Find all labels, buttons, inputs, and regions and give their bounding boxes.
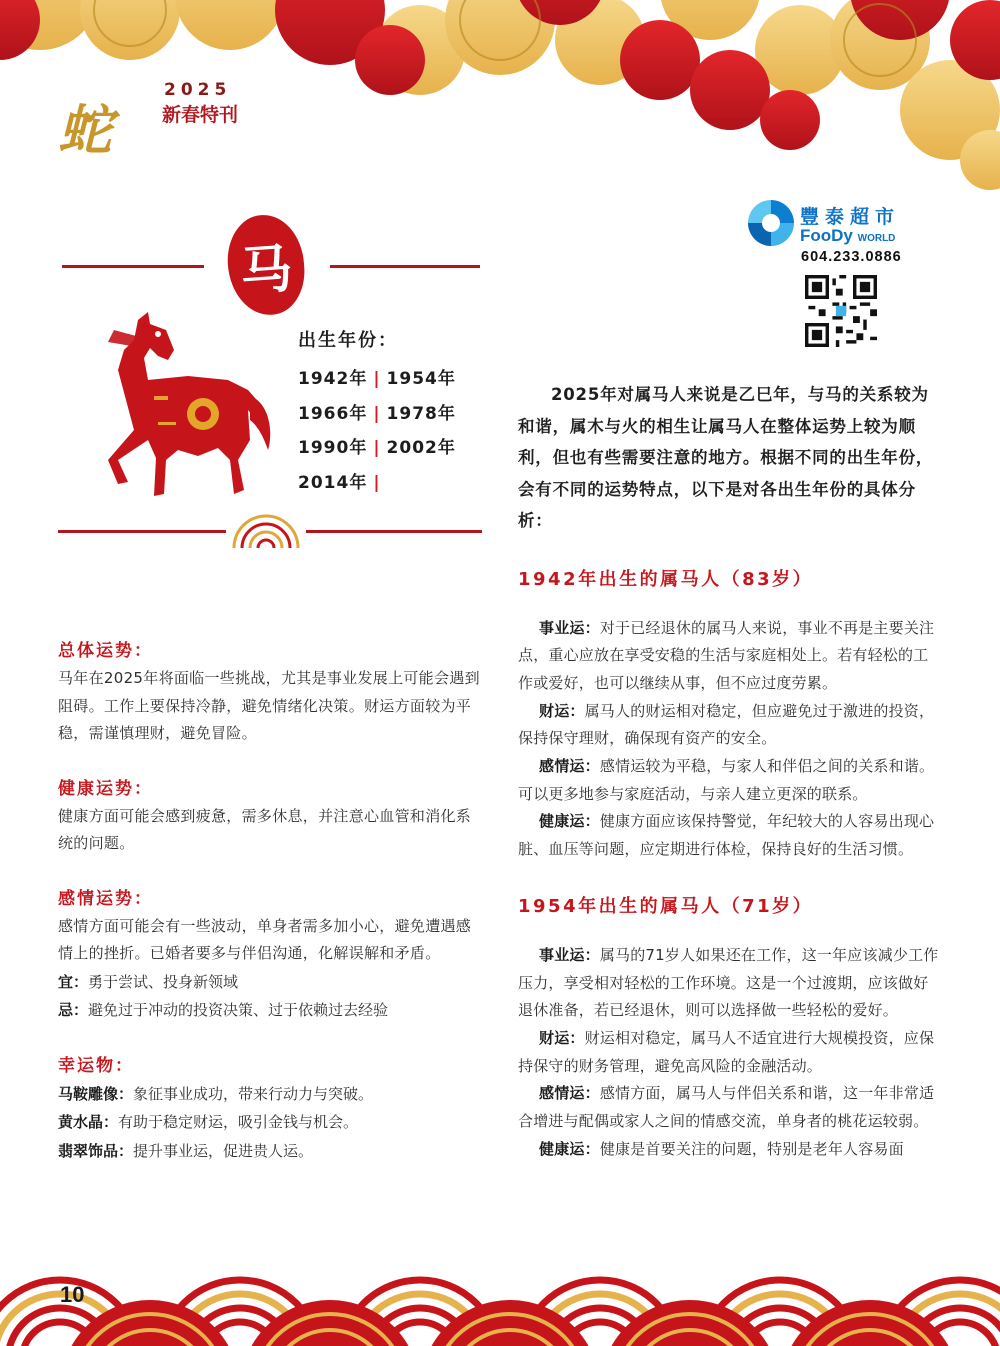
qr-code-icon[interactable]: [805, 275, 877, 347]
year-separator: |: [373, 438, 381, 458]
store-name-english: [800, 226, 895, 246]
snake-calligraphy-logo: 蛇: [58, 98, 112, 162]
dont-label: 忌：: [58, 1001, 89, 1019]
wealth-fortune: [518, 698, 943, 753]
birth-year: 1966年: [298, 403, 368, 424]
item-text: 财运相对稳定，属马人不适宜进行大规模投资，应保持保守的财务管理，避免高风险的金融活动。: [518, 1028, 935, 1075]
wealth-fortune: [518, 1025, 943, 1080]
store-logo-icon: [748, 200, 794, 246]
lucky-item-desc: 象征事业成功，带来行动力与突破。: [133, 1084, 374, 1103]
birth-year: 2014年: [298, 472, 368, 493]
love-fortune: [518, 1080, 943, 1135]
item-text: 感情运较为平稳，与家人和伴侣之间的关系和谐。可以更多地参与家庭活动，与亲人建立更深的联系。: [518, 757, 935, 803]
item-label: 财运：: [539, 1028, 585, 1047]
overall-fortune-title: 总体运势：: [58, 641, 153, 661]
lucky-item-name: 黄水晶：: [58, 1113, 119, 1131]
horse-papercut-icon: [78, 310, 278, 510]
love-fortune-text: 感情方面可能会有一些波动，单身者需多加小心，避免遭遇感情上的挫折。已婚者要多与伴侣沟通，化解误解和矛盾。: [58, 916, 472, 962]
item-label: 财运：: [539, 701, 585, 720]
wave-ornament-icon: [226, 512, 306, 552]
divider-right: [330, 265, 480, 268]
item-text: 健康是首要关注的问题，特别是老年人容易面: [599, 1139, 904, 1158]
lucky-item-desc: 提升事业运，促进贵人运。: [133, 1141, 314, 1160]
store-phone[interactable]: 604.233.0886: [801, 249, 902, 265]
birth-year: 1954年: [386, 369, 456, 389]
dont-text: 避免过于冲动的投资决策、过于依赖过去经验: [88, 1001, 389, 1019]
love-fortune: [518, 753, 943, 808]
item-text: 对于已经退休的属马人来说，事业不再是主要关注点，重心应放在享受安稳的生活与家庭相处上。若有轻松的工作或爱好，也可以继续从事，但不应过度劳累。: [518, 618, 935, 692]
health-fortune: [518, 808, 943, 863]
dont-advice: [58, 996, 486, 1025]
right-column: [518, 379, 943, 1163]
masthead-year: 2025: [164, 80, 232, 100]
item-text: 属马的71岁人如果还在工作，这一年应该减少工作压力，享受相对轻松的工作环境。这是一个过渡期，应该做好退休准备，若已经退休，则可以选择做一些轻松的爱好。: [518, 945, 939, 1020]
birth-year-row: [298, 364, 498, 399]
birth-year: 2002年: [386, 438, 456, 458]
section-1954-title: 1954年出生的属马人（71岁）: [518, 895, 814, 917]
lucky-item: [58, 1080, 486, 1109]
lucky-item-name: 马鞍雕像：: [58, 1084, 134, 1103]
birth-years-list: [298, 326, 498, 502]
do-text: 勇于尝试、投身新领域: [88, 972, 239, 991]
item-label: 健康运：: [539, 1139, 600, 1158]
do-advice: [58, 968, 486, 997]
health-fortune-title: 健康运势：: [58, 778, 153, 799]
lucky-item: [58, 1137, 486, 1166]
item-text: 属马人的财运相对稳定，但应避免过于激进的投资，保持保守理财，确保现有资产的安全。: [518, 701, 935, 748]
masthead-title: 新春特刊: [162, 104, 239, 126]
section-1942-title: 1942年出生的属马人（83岁）: [518, 568, 814, 590]
lucky-item-desc: 有助于稳定财运，吸引金钱与机会。: [118, 1113, 359, 1131]
lucky-item-name: 翡翠饰品：: [58, 1141, 134, 1160]
zodiac-seal: 马: [225, 212, 308, 317]
intro-paragraph: 2025年对属马人来说是乙巳年，与马的关系较为和谐，属木与火的相生让属马人在整体运势上较为顺利，但也有些需要注意的地方。根据不同的出生年份，会有不同的运势特点，以下是对各出生年份的具体分析：: [518, 385, 934, 530]
birth-year-row: [298, 468, 498, 503]
store-brand-suffix: WORLD: [857, 233, 896, 244]
overall-fortune-text: 马年在2025年将面临一些挑战，尤其是事业发展上可能会遇到阻碍。工作上要保持冷静，避免情绪化决策。财运方面较为平稳，需谨慎理财，避免冒险。: [58, 669, 480, 742]
page-number: 10: [60, 1282, 85, 1307]
lucky-items-title: 幸运物：: [58, 1055, 134, 1076]
magazine-masthead: [58, 80, 258, 160]
year-separator: |: [373, 472, 381, 493]
left-column: [58, 636, 486, 1165]
do-label: 宜：: [58, 972, 89, 991]
item-label: 感情运：: [539, 757, 600, 776]
item-text: 健康方面应该保持警觉，年纪较大的人容易出现心脏、血压等问题，应定期进行体检，保持良好的生活习惯。: [518, 812, 935, 859]
birth-year: 1978年: [386, 403, 456, 424]
lucky-item: [58, 1108, 486, 1137]
birth-year-row: [298, 399, 498, 434]
year-separator: |: [373, 369, 381, 389]
item-text: 感情方面，属马人与伴侣关系和谐，这一年非常适合增进与配偶或家人之间的情感交流，单身者的桃花运较弱。: [518, 1084, 935, 1131]
item-label: 事业运：: [539, 945, 600, 964]
health-fortune: [518, 1136, 943, 1164]
item-label: 感情运：: [539, 1084, 600, 1103]
love-fortune-title: 感情运势：: [58, 888, 153, 909]
birth-year-row: [298, 433, 498, 468]
store-brand: FooDy: [800, 226, 853, 245]
birth-year: 1942年: [298, 369, 368, 389]
career-fortune: [518, 615, 943, 698]
item-label: 事业运：: [539, 618, 600, 637]
store-name-chinese: 豐泰超市: [800, 206, 901, 228]
birth-year: 1990年: [298, 438, 368, 458]
bottom-wave-decoration: [0, 1240, 1000, 1346]
item-label: 健康运：: [539, 812, 600, 831]
year-separator: |: [373, 403, 381, 424]
birth-years-label: 出生年份：: [298, 330, 398, 351]
divider-left: [62, 265, 204, 268]
health-fortune-text: 健康方面可能会感到疲惫，需多休息，并注意心血管和消化系统的问题。: [58, 806, 472, 852]
career-fortune: [518, 942, 943, 1025]
